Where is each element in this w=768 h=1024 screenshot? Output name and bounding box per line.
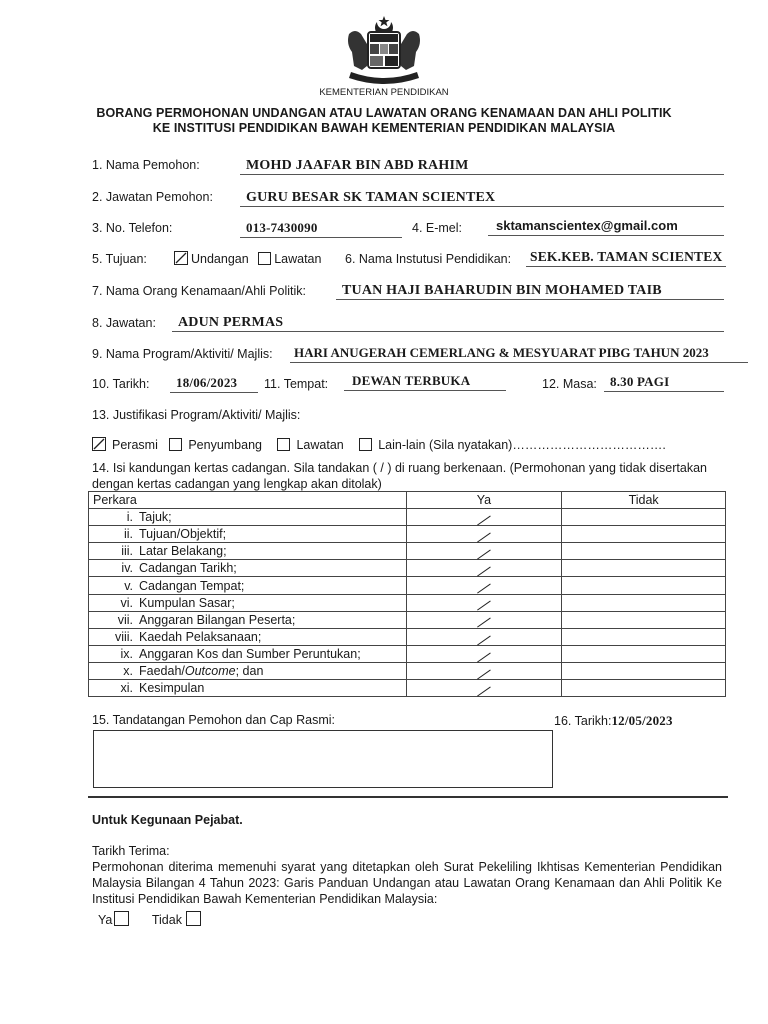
- cell-perkara: [89, 577, 407, 594]
- field-label-nama-pemohon: 1. Nama Pemohon:: [92, 158, 200, 172]
- field-telefon[interactable]: [240, 219, 402, 238]
- table-row: [89, 594, 726, 611]
- label-tidak: Tidak: [151, 913, 182, 927]
- field-tempat[interactable]: [344, 372, 506, 391]
- table-header-row: [89, 492, 726, 509]
- label-perasmi: Perasmi: [112, 438, 158, 452]
- checkbox-perasmi[interactable]: [92, 437, 106, 451]
- value-jawatan-pemohon: GURU BESAR SK TAMAN SCIENTEX: [246, 190, 496, 205]
- field-masa[interactable]: [604, 373, 724, 392]
- signature-box[interactable]: [93, 730, 553, 788]
- cell-ya[interactable]: [406, 560, 562, 577]
- header-perkara-text: Perkara: [93, 493, 137, 508]
- cell-tidak[interactable]: [562, 526, 726, 543]
- value-institusi: SEK.KEB. TAMAN SCIENTEX: [530, 249, 723, 264]
- cell-tidak[interactable]: [562, 611, 726, 628]
- field-institusi[interactable]: [526, 248, 726, 267]
- tick-mark-icon: [477, 584, 491, 594]
- justifikasi-options: [92, 437, 666, 452]
- field-label-tarikh-16: [554, 713, 673, 729]
- field-label-tujuan: 5. Tujuan:: [92, 252, 147, 266]
- cell-tidak[interactable]: [562, 628, 726, 645]
- row-text: Kesimpulan: [139, 681, 205, 696]
- field-jawatan-pemohon[interactable]: [240, 188, 724, 207]
- field-orang-kenamaan[interactable]: [336, 281, 724, 300]
- table-row: [89, 645, 726, 662]
- office-choice: [98, 911, 204, 927]
- row-number: vii.: [117, 612, 133, 627]
- row-text: Tajuk;: [139, 510, 172, 525]
- cell-tidak[interactable]: [562, 577, 726, 594]
- row-number: iv.: [121, 561, 133, 576]
- value-masa: 8.30 PAGI: [610, 374, 670, 389]
- header-ya-text: Ya: [476, 493, 492, 508]
- cell-tidak[interactable]: [562, 543, 726, 560]
- tujuan-options: [174, 251, 321, 266]
- label-undangan: Undangan: [191, 252, 249, 266]
- cell-tidak[interactable]: [562, 509, 726, 526]
- row-text: Kaedah Pelaksanaan;: [139, 629, 262, 644]
- checkbox-lawatan-tujuan[interactable]: [258, 252, 271, 265]
- tick-mark-icon: [477, 652, 491, 662]
- header-perkara: [89, 492, 407, 509]
- row-number: vi.: [120, 595, 133, 610]
- field-label-jawatan-pemohon: 2. Jawatan Pemohon:: [92, 190, 213, 204]
- field-emel[interactable]: [488, 217, 724, 236]
- cell-tidak[interactable]: [562, 662, 726, 679]
- label-penyumbang: Penyumbang: [188, 438, 262, 452]
- field-label-orang-kenamaan: 7. Nama Orang Kenamaan/Ahli Politik:: [92, 284, 306, 298]
- checkbox-undangan[interactable]: [174, 251, 188, 265]
- value-emel: sktamanscientex@gmail.com: [496, 218, 678, 233]
- cell-ya[interactable]: [406, 577, 562, 594]
- value-nama-pemohon: MOHD JAAFAR BIN ABD RAHIM: [246, 158, 469, 173]
- cell-perkara: [89, 628, 407, 645]
- row-text: Anggaran Bilangan Peserta;: [139, 612, 296, 627]
- header-tidak: [562, 492, 726, 509]
- row-number: v.: [124, 578, 133, 593]
- ministry-name: KEMENTERIAN PENDIDIKAN: [319, 87, 449, 98]
- value-tarikh-16: 12/05/2023: [611, 713, 673, 728]
- value-program: HARI ANUGERAH CEMERLANG & MESYUARAT PIBG TAHUN 2023: [294, 345, 709, 360]
- row-number: viii.: [114, 629, 133, 644]
- tick-mark-icon: [477, 601, 491, 611]
- cell-perkara: [89, 645, 407, 662]
- header-ya: [406, 492, 562, 509]
- row-text: Anggaran Kos dan Sumber Peruntukan;: [139, 646, 361, 661]
- table-row: [89, 662, 726, 679]
- field-label-justifikasi: 13. Justifikasi Program/Aktiviti/ Majlis:: [92, 408, 301, 422]
- cell-perkara: [89, 662, 407, 679]
- cell-ya[interactable]: [406, 662, 562, 679]
- field-tarikh[interactable]: [170, 374, 258, 393]
- cell-perkara: [89, 560, 407, 577]
- cell-ya[interactable]: [406, 680, 562, 697]
- cell-tidak[interactable]: [562, 645, 726, 662]
- checkbox-office-tidak[interactable]: [186, 911, 201, 926]
- tick-mark-icon: [477, 550, 491, 560]
- table-row: [89, 628, 726, 645]
- tick-mark-icon: [477, 567, 491, 577]
- proposal-checklist-table: [88, 491, 726, 697]
- row-text: Faedah/: [139, 663, 185, 678]
- cell-ya[interactable]: [406, 526, 562, 543]
- field-jawatan[interactable]: [172, 313, 724, 332]
- tick-mark-icon: [477, 686, 491, 696]
- form-title-line1: BORANG PERMOHONAN UNDANGAN ATAU LAWATAN ORANG KENAMAAN DAN AHLI POLITIK: [96, 106, 672, 120]
- cell-perkara: [89, 594, 407, 611]
- field-label-jawatan: 8. Jawatan:: [92, 316, 156, 330]
- divider: [88, 796, 728, 798]
- cell-perkara: [89, 509, 407, 526]
- table-row: [89, 680, 726, 697]
- value-telefon: 013-7430090: [246, 220, 318, 235]
- row-number: ii.: [123, 527, 133, 542]
- tick-mark-icon: [477, 618, 491, 628]
- field-label-tempat: 11. Tempat:: [264, 377, 329, 391]
- cell-tidak[interactable]: [562, 680, 726, 697]
- row-text: Latar Belakang;: [139, 544, 227, 559]
- cell-perkara: [89, 680, 407, 697]
- row-number: iii.: [121, 544, 133, 559]
- row-number: x.: [123, 663, 133, 678]
- row-number: i.: [126, 510, 133, 525]
- field-program[interactable]: [290, 344, 748, 363]
- row-text-italic: Outcome: [184, 663, 236, 678]
- cell-perkara: [89, 543, 407, 560]
- field-label-program: 9. Nama Program/Aktiviti/ Majlis:: [92, 347, 273, 361]
- field-label-telefon: 3. No. Telefon:: [92, 221, 173, 235]
- table-row: [89, 577, 726, 594]
- header-tidak-text: Tidak: [628, 493, 659, 508]
- value-tarikh: 18/06/2023: [176, 375, 238, 390]
- table-row: [89, 560, 726, 577]
- field-label-masa: 12. Masa:: [542, 377, 597, 391]
- field-label-tandatangan: 15. Tandatangan Pemohon dan Cap Rasmi:: [92, 713, 335, 727]
- table-row: [89, 543, 726, 560]
- checkbox-penyumbang[interactable]: [169, 438, 182, 451]
- cell-ya[interactable]: [406, 543, 562, 560]
- row-text: Cadangan Tempat;: [139, 578, 245, 593]
- table-row: [89, 526, 726, 543]
- field-label-tarikh: 10. Tarikh:: [92, 377, 150, 391]
- cell-ya[interactable]: [406, 628, 562, 645]
- cell-ya[interactable]: [406, 509, 562, 526]
- label-tarikh-16: 16. Tarikh:: [554, 714, 612, 728]
- cell-tidak[interactable]: [562, 560, 726, 577]
- value-jawatan: ADUN PERMAS: [178, 315, 284, 330]
- cell-ya[interactable]: [406, 594, 562, 611]
- value-orang-kenamaan: TUAN HAJI BAHARUDIN BIN MOHAMED TAIB: [342, 283, 662, 298]
- cell-perkara: [89, 611, 407, 628]
- office-paragraph: Permohonan diterima memenuhi syarat yang ditetapkan oleh Surat Pekeliling Ikhtisas Kementerian Pendidikan Malaysia Bilangan 4 Tahun 2023: Garis Panduan Undangan atau Lawatan Orang Kenamaan dan Ahli Politik Ke Institusi Pendidikan Bawah Kementerian Pendidikan Malaysia:: [92, 860, 722, 906]
- row-text: Kumpulan Sasar;: [139, 595, 235, 610]
- office-tarikh-terima: Tarikh Terima:: [92, 844, 170, 858]
- label-lain-lain: Lain-lain (Sila nyatakan)……………………………….: [378, 438, 666, 452]
- form-title-line2: KE INSTITUSI PENDIDIKAN BAWAH KEMENTERIAN PENDIDIKAN MALAYSIA: [152, 121, 616, 135]
- field-label-institusi: 6. Nama Instutusi Pendidikan:: [345, 252, 512, 266]
- label-lawatan-tujuan: Lawatan: [274, 252, 322, 266]
- checkbox-lain-lain[interactable]: [359, 438, 372, 451]
- row-number: xi.: [120, 681, 133, 696]
- label-ya: Ya: [98, 913, 113, 927]
- tick-mark-icon: [477, 635, 491, 645]
- tick-mark-icon: [477, 515, 491, 525]
- value-tempat: DEWAN TERBUKA: [352, 373, 471, 388]
- field-nama-pemohon[interactable]: [240, 156, 724, 175]
- field-label-emel: 4. E-mel:: [412, 221, 463, 235]
- section14-instructions: 14. Isi kandungan kertas cadangan. Sila tandakan ( / ) di ruang berkenaan. (Permohonan yang tidak disertakan dengan kertas cadangan yang lengkap akan ditolak): [92, 461, 707, 491]
- table-row: [89, 509, 726, 526]
- coat-of-arms-icon: [341, 14, 427, 86]
- label-lawatan-justifikasi: Lawatan: [296, 438, 344, 452]
- office-heading: Untuk Kegunaan Pejabat.: [92, 813, 243, 827]
- table-row: [89, 611, 726, 628]
- tick-mark-icon: [477, 532, 491, 542]
- cell-ya[interactable]: [406, 611, 562, 628]
- row-number: ix.: [120, 646, 133, 661]
- row-text: Cadangan Tarikh;: [139, 561, 237, 576]
- cell-tidak[interactable]: [562, 594, 726, 611]
- checkbox-office-ya[interactable]: [114, 911, 129, 926]
- row-text-after: ; dan: [235, 663, 264, 678]
- checkbox-lawatan-justifikasi[interactable]: [277, 438, 290, 451]
- cell-ya[interactable]: [406, 645, 562, 662]
- tick-mark-icon: [477, 669, 491, 679]
- row-text: Tujuan/Objektif;: [139, 527, 227, 542]
- cell-perkara: [89, 526, 407, 543]
